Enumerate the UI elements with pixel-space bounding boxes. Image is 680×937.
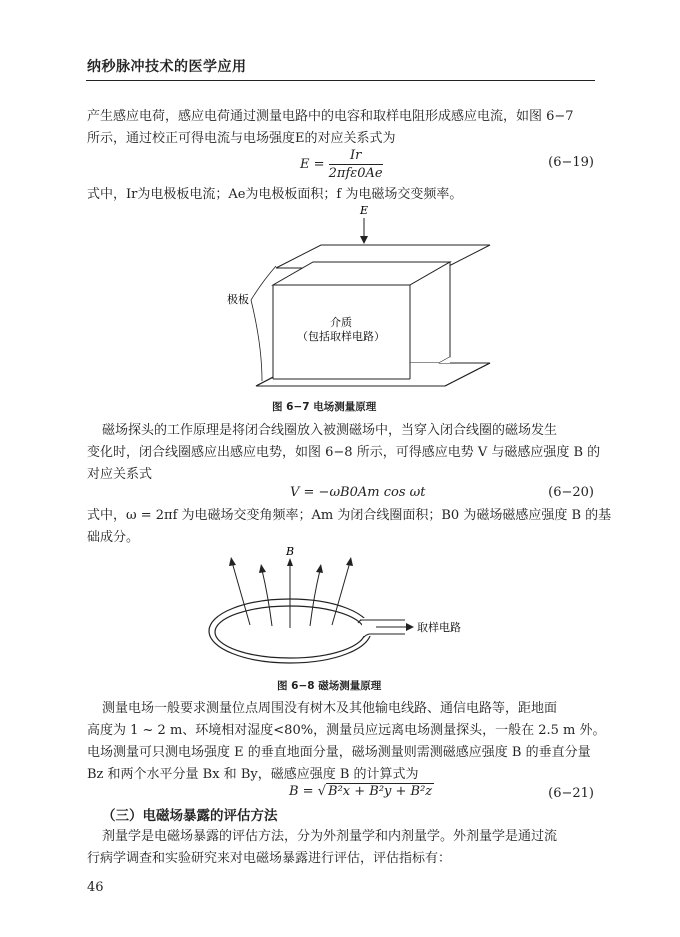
field-arrow-left-inner — [259, 564, 266, 573]
paragraph-line: 式中，Ir为电极板电流；Ae为电极板面积；f 为电磁场交变频率。 — [87, 187, 463, 202]
paragraph-line: 对应关系式 — [87, 467, 153, 482]
arrow-e-head — [360, 236, 368, 244]
equation-6-21 — [289, 784, 434, 799]
paragraph-line: 剂量学是电磁场暴露的评估方法，分为外剂量学和内剂量学。外剂量学是通过流 — [102, 829, 558, 844]
field-arrow-right-inner — [316, 564, 323, 573]
paragraph-line: 磁场探头的工作原理是将闭合线圈放入被测磁场中，当穿入闭合线圈的磁场发生 — [102, 423, 558, 438]
paragraph-line: 行病学调查和实验研究来对电磁场暴露进行评估，评估指标有： — [87, 851, 452, 866]
equation-number: (6−19) — [548, 155, 594, 170]
label-e: E — [360, 204, 369, 217]
label-medium: 介质 — [330, 316, 352, 329]
running-header: 纳秒脉冲技术的医学应用 — [87, 59, 247, 75]
field-arrow-right-outer — [346, 557, 353, 566]
label-medium-sub: （包括取样电路） — [297, 330, 385, 343]
radical-sign: √ — [317, 784, 327, 799]
field-line-left-inner — [262, 570, 272, 626]
paragraph-line: 电场测量可只测电场强度 E 的垂直地面分量，磁场测量则需测磁感应强度 B 的垂直分量 — [87, 745, 591, 760]
label-circuit: 取样电路 — [417, 621, 461, 634]
equation-number: (6−20) — [548, 485, 594, 500]
paragraph-line: 测量电场一般要求测量位点周围没有树木及其他输电线路、通信电路等，距地面 — [102, 701, 558, 716]
figure-caption: 图 6−8 磁场测量原理 — [277, 680, 382, 692]
paragraph-line: 高度为 1 ~ 2 m、环境相对湿度<80%，测量员应远离电场测量探头，一般在 2.5 m 外。 — [87, 723, 606, 738]
equation-lhs: B = — [289, 784, 314, 799]
leader-bottom — [251, 300, 262, 381]
label-b: B — [286, 545, 295, 558]
arrow-circuit-head — [406, 623, 414, 631]
paragraph-line: 式中，ω = 2πf 为电磁场交变角频率；Am 为闭合线圈面积；B0 为磁场磁感应强度 B 的基 — [87, 508, 612, 523]
radicand: B²x + B²y + B²z — [328, 784, 433, 799]
field-line-left-outer — [232, 562, 250, 625]
paragraph-line: 变化时，闭合线圈感应出感应电势，如图 6−8 所示，可得感应电势 V 与磁感应强度 B 的 — [87, 445, 601, 460]
section-title: （三）电磁场暴露的评估方法 — [102, 808, 278, 824]
figure-magnetic-field — [0, 540, 680, 670]
equation-lhs: E = — [300, 157, 325, 172]
paragraph-line: 产生感应电荷，感应电荷通过测量电路中的电容和取样电阻形成感应电流，如图 6−7 — [87, 109, 574, 124]
fraction-denominator: 2πfε0Ae — [328, 166, 383, 181]
paragraph-line: 所示，通过校正可得电流与电场强度E的对应关系式为 — [87, 131, 396, 146]
field-line-right-inner — [310, 570, 320, 626]
paragraph-line: Bz 和两个水平分量 Bx 和 By，磁感应强度 B 的计算式为 — [87, 767, 419, 782]
field-arrow-left-outer — [229, 557, 236, 566]
page-number: 46 — [87, 880, 104, 895]
figure-electric-field — [0, 0, 680, 420]
paragraph-line: 础成分。 — [87, 530, 140, 545]
leader-top — [251, 266, 276, 300]
equation-number: (6−21) — [548, 786, 594, 801]
arrow-b-head — [287, 558, 293, 566]
coil-gap — [362, 618, 376, 636]
equation-6-20: V = −ωB0Am cos ωt — [290, 485, 426, 500]
label-plate: 极板 — [227, 293, 249, 306]
figure-caption: 图 6−7 电场测量原理 — [272, 401, 377, 413]
fraction-numerator: Ir — [329, 148, 383, 165]
